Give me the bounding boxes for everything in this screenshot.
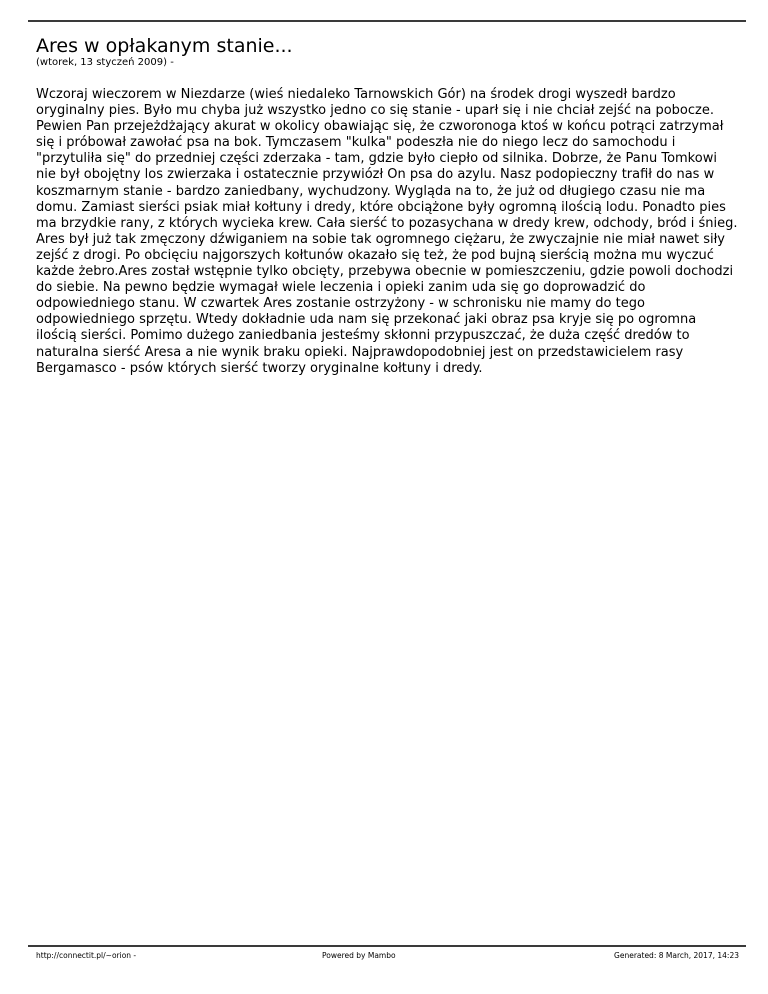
footer-powered-by: Powered by Mambo [322,951,396,960]
footer-generated: Generated: 8 March, 2017, 14:23 [614,951,739,960]
bottom-divider [28,945,746,947]
top-divider [28,20,746,22]
page-footer [36,951,739,963]
article-date: (wtorek, 13 styczeń 2009) - [36,57,174,68]
article-body: Wczoraj wieczorem w Niezdarze (wieś niedaleko Tarnowskich Gór) na środek drogi wyszedł bardzo oryginalny pies. Było mu chyba już wszystko jedno co się stanie - uparł się i nie chciał zejść na pobocze. Pewien Pan przejeżdżający akurat w okolicy obawiając się, że czworonoga ktoś w końcu potrąci zatrzymał się i próbował zawołać psa na bok. Tymczasem "kulka" podeszła nie do niego lecz do samochodu i "przytuliła się" do przedniej części zderzaka - tam, gdzie było ciepło od silnika. Dobrze, że Panu Tomkowi nie był obojętny los zwierzaka i ostatecznie przywiózł On psa do azylu. Nasz podopieczny trafił do nas w koszmarnym stanie - bardzo zaniedbany, wychudzony. Wygląda na to, że już od długiego czasu nie ma domu. Zamiast sierści psiak miał kołtuny i dredy, które obciążone były ogromną ilością lodu. Ponadto pies ma brzydkie rany, z których wycieka krew. Cała sierść to pozasychana w dredy krew, odchody, bród i śnieg. Ares był już tak zmęczony dźwiganiem na sobie tak ogromnego ciężaru, że zwyczajnie nie miał nawet siły zejść z drogi. Po obcięciu najgorszych kołtunów okazało się też, że pod bujną sierścią można mu wyczuć każde żebro.Ares został wstępnie tylko obcięty, przebywa obecnie w pomieszczeniu, gdzie powoli dochodzi do siebie. Na pewno będzie wymagał wiele leczenia i opieki zanim uda się go doprowadzić do odpowiedniego stanu. W czwartek Ares zostanie ostrzyżony - w schronisku nie mamy do tego odpowiedniego sprzętu. Wtedy dokładnie uda nam się przekonać jaki obraz psa kryje się po ogromna ilością sierści. Pomimo dużego zaniedbania jesteśmy skłonni przypuszczać, że duża część dredów to naturalna sierść Aresa a nie wynik braku opieki. Najprawdopodobniej jest on przedstawicielem rasy Bergamasco - psów których sierść tworzy oryginalne kołtuny i dredy. [36,87,738,376]
footer-url: http://connectit.pl/~orion - [36,951,137,960]
article-title: Ares w opłakanym stanie... [36,35,293,57]
